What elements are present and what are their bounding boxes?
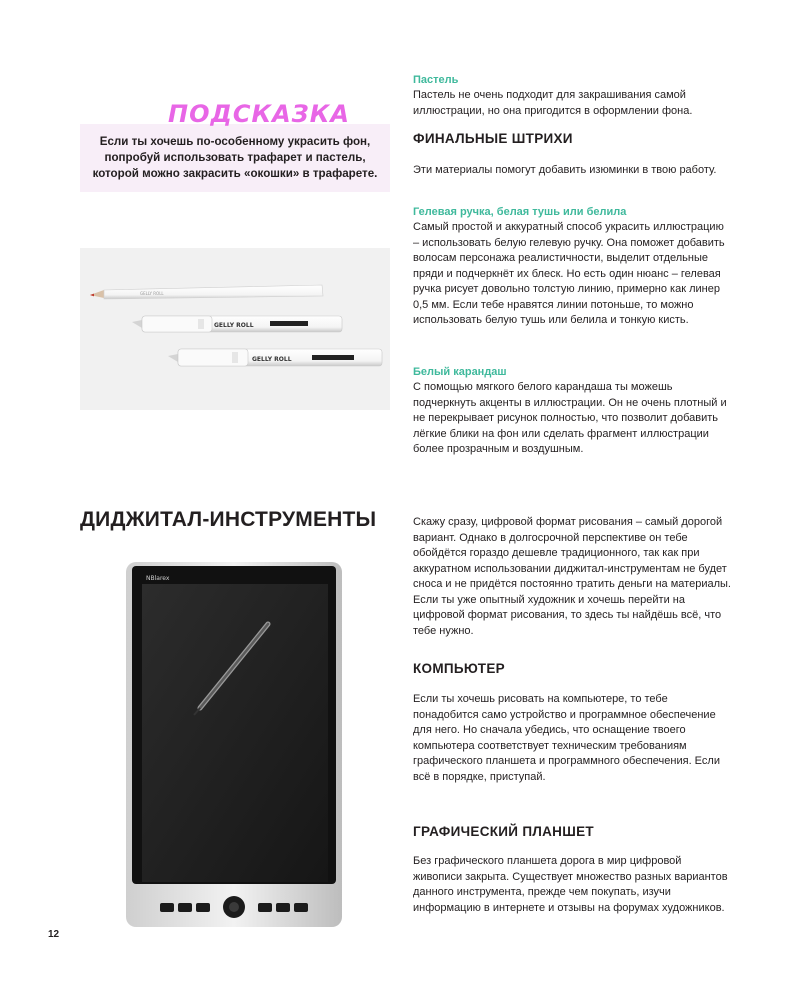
digital-intro-section (413, 515, 731, 639)
tablet-section (413, 824, 731, 916)
svg-text:GELLY ROLL: GELLY ROLL (252, 356, 292, 363)
svg-text:NBlarex: NBlarex (146, 575, 170, 582)
svg-text:GELLY ROLL: GELLY ROLL (140, 291, 164, 296)
digital-tools-title: ДИДЖИТАЛ-ИНСТРУМЕНТЫ (80, 508, 377, 531)
gel-pen-heading: Гелевая ручка, белая тушь или белила (413, 206, 627, 218)
gel-pen-image-2 (168, 349, 382, 366)
pastel-heading: Пастель (413, 74, 459, 86)
pastel-section (413, 73, 731, 119)
computer-section (413, 661, 731, 785)
white-pencil-heading: Белый карандаш (413, 366, 507, 378)
tablet-text: Без графического планшета дорога в мир цифровой живописи закрыта. Существует множество разных вариантов данного инструмента, прежде чем покупать, изучи информацию в интернете и отзывы на форумах художников. (413, 855, 728, 914)
gel-pen-section (413, 205, 731, 329)
gel-pen-image-1 (132, 316, 342, 332)
final-touches-text: Эти материалы помогут добавить изюминки в твою работу. (413, 164, 717, 176)
tip-text: Если ты хочешь по-особенному украсить фон, попробуй использовать трафарет и пастель, которой можно закрасить «окошки» в трафарете. (92, 135, 378, 180)
graphics-tablet-photo (118, 548, 364, 940)
tip-title: ПОДСКАЗКА (168, 100, 350, 128)
white-pencil-text: С помощью мягкого белого карандаша ты можешь подчеркнуть акценты в иллюстрации. Он не очень плотный и не перекрывает рисунок полностью, что позволит добавить лёгкие блики на фон или сделать фрагмент иллюстрации более прозрачным и воздушным. (413, 381, 727, 455)
tablet-heading: ГРАФИЧЕСКИЙ ПЛАНШЕТ (413, 824, 594, 839)
pastel-text: Пастель не очень подходит для закрашивания самой иллюстрации, но она пригодится в оформлении фона. (413, 89, 693, 117)
white-pencil-image (90, 285, 323, 299)
gel-pen-text: Самый простой и аккуратный способ украсить иллюстрацию – использовать белую гелевую ручку. Она поможет добавить волосам персонажа реалистичности, выделит отдельные пряди и подчеркнёт их блеск. Но есть один нюанс – гелевая ручка рисует довольно толстую линию, примерно как линер 0,5 мм. Если тебе нравятся линии потоньше, то можно использовать белую тушь или белила и тонкую кисть. (413, 221, 725, 326)
gel-pens-photo (80, 248, 390, 410)
final-touches-heading: ФИНАЛЬНЫЕ ШТРИХИ (413, 131, 573, 146)
computer-heading: КОМПЬЮТЕР (413, 661, 505, 676)
computer-text: Если ты хочешь рисовать на компьютере, то тебе понадобится само устройство и программное обеспечение для него. Но сначала убедись, что оснащение твоего компьютера соответствует техническим требованиям графического планшета и программного обеспечения. Если всё в порядке, приступай. (413, 693, 720, 783)
page-number: 12 (48, 929, 60, 940)
graphics-tablet-illustration (118, 548, 364, 940)
digital-intro-text: Скажу сразу, цифровой формат рисования – самый дорогой вариант. Однако в долгосрочной перспективе он тебе обойдётся гораздо дешевле традиционного, так как при аккуратном использовании диджитал-инструментам не будет сноса и не придётся постоянно тратить деньги на материалы. Если ты уже опытный художник и хочешь перейти на цифровой формат рисования, то здесь ты найдёшь всё, что тебе нужно. (413, 516, 731, 637)
svg-text:GELLY ROLL: GELLY ROLL (214, 322, 254, 329)
white-pencil-section (413, 365, 731, 458)
gel-pens-illustration (80, 248, 390, 410)
final-touches-section (413, 131, 731, 179)
